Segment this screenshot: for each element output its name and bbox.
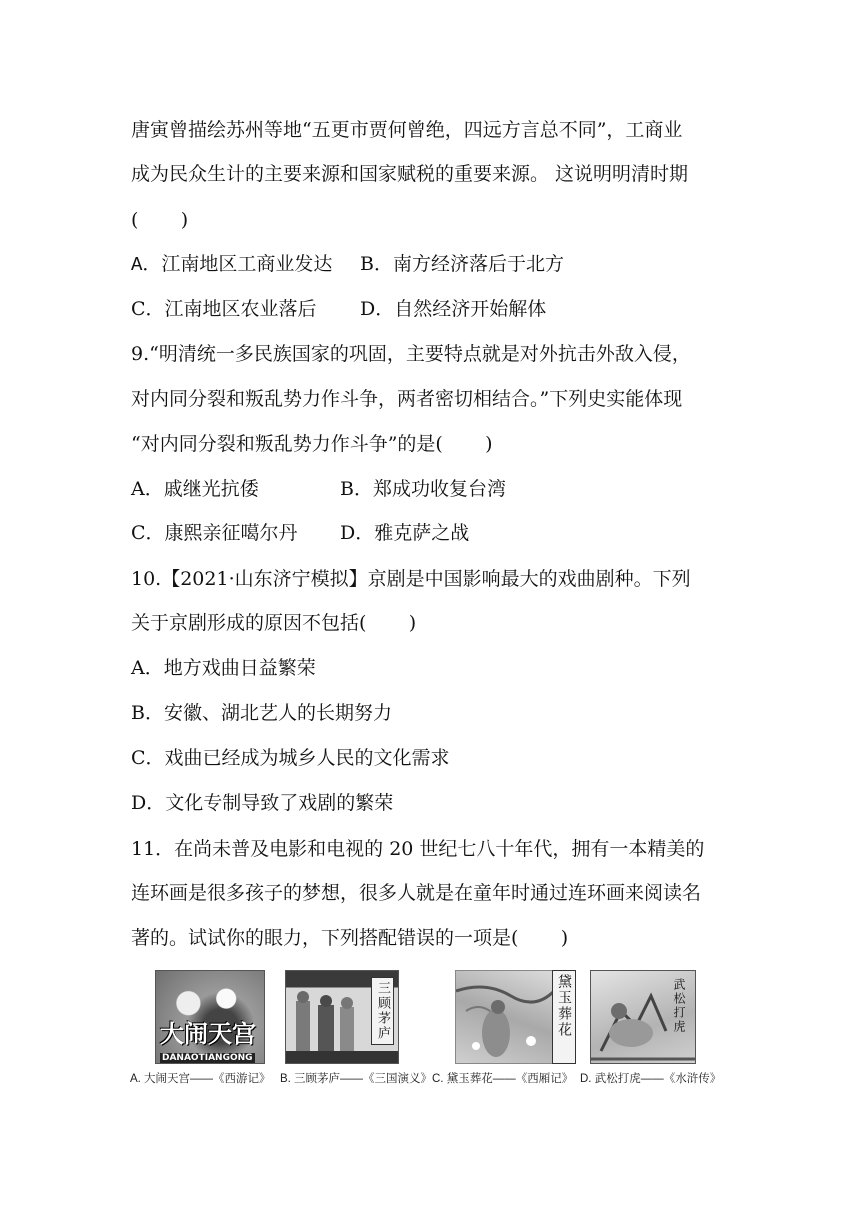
q8-option-c-label: C．江南地区农业落后 [131,298,317,320]
q11-stem-line1: 11．在尚未普及电影和电视的 20 世纪七八十年代，拥有一本精美的 [131,838,705,860]
q8-answer-paren: ( ) [131,209,189,231]
q10-option-d[interactable] [131,794,393,813]
q10-stem-line2: 关于京剧形成的原因不包括( ) [131,612,417,634]
q10-option-b[interactable] [131,704,392,723]
q10-option-a-label: A．地方戏曲日益繁荣 [131,657,316,679]
q9-option-d-label: D．雅克萨之战 [340,522,470,544]
q10-option-d-label: D．文化专制导致了戏剧的繁荣 [131,792,394,814]
q10-option-c-label: C．戏曲已经成为城乡人民的文化需求 [131,747,450,769]
q9-option-b-label: B．郑成功收复台湾 [340,478,506,500]
q11-stem-line3: 著的。试试你的眼力，下列搭配错误的一项是( ) [131,927,569,949]
figure-d-image [590,970,696,1064]
q9-option-c[interactable] [131,524,298,543]
q8-option-a-label: A．江南地区工商业发达 [131,254,333,276]
q9-stem-line3: “对内同分裂和叛乱势力作斗争”的是( ) [131,433,493,455]
figure-b-title: 三顾茅庐 [371,977,394,1045]
q9-option-c-label: C．康熙亲征噶尔丹 [131,522,298,544]
q8-option-b[interactable] [360,255,564,274]
q8-stem-line2: 成为民众生计的主要来源和国家赋税的重要来源。 这说明明清时期 [131,163,689,185]
q8-option-c[interactable] [131,300,317,319]
figure-a-subtitle: DANAOTIANGONG [162,1053,253,1063]
figure-d-title: 武松打虎 [672,978,686,1034]
q8-stem-line1: 唐寅曾描绘苏州等地“五更市贾何曾绝，四远方言总不同”，工商业 [131,119,683,141]
q10-stem-line1: 10.【2021·山东济宁模拟】京剧是中国影响最大的戏曲剧种。下列 [131,568,691,590]
q9-stem-line1: 9.“明清统一多民族国家的巩固，主要特点就是对外抗击外敌入侵， [131,343,691,365]
figure-b-image [285,970,399,1064]
figure-c-caption: C. 黛玉葬花——《西厢记》 [432,1073,574,1085]
q11-stem-line2: 连环画是很多孩子的梦想，很多人就是在童年时通过连环画来阅读名 [131,882,702,904]
q10-option-a[interactable] [131,659,316,678]
figure-c-painting-drawing [456,971,556,1063]
figure-c-title: 黛玉葬花 [552,970,576,1064]
q8-option-d-label: D．自然经济开始解体 [360,298,547,320]
q9-option-d[interactable] [340,524,469,543]
figure-b-caption: B. 三顾茅庐——《三国演义》 [280,1073,433,1085]
figure-c-image [455,970,557,1064]
figure-a-image [155,970,265,1064]
q8-option-b-label: B．南方经济落后于北方 [360,253,564,275]
figure-a-caption: A. 大闹天宫——《西游记》 [130,1073,271,1085]
q9-option-a[interactable] [131,480,259,499]
q9-option-a-label: A．戚继光抗倭 [131,478,259,500]
q8-option-a[interactable] [131,255,332,275]
q8-option-d[interactable] [360,300,546,319]
comic-figures-row [130,970,730,1090]
q10-option-b-label: B．安徽、湖北艺人的长期努力 [131,702,392,724]
figure-d-caption: D. 武松打虎——《水浒传》 [580,1073,722,1085]
q9-stem-line2: 对内同分裂和叛乱势力作斗争，两者密切相结合。”下列史实能体现 [131,388,683,410]
q9-option-b[interactable] [340,480,506,499]
q10-option-c[interactable] [131,749,450,768]
figure-a-title: 大闹天宫 [160,1020,256,1048]
